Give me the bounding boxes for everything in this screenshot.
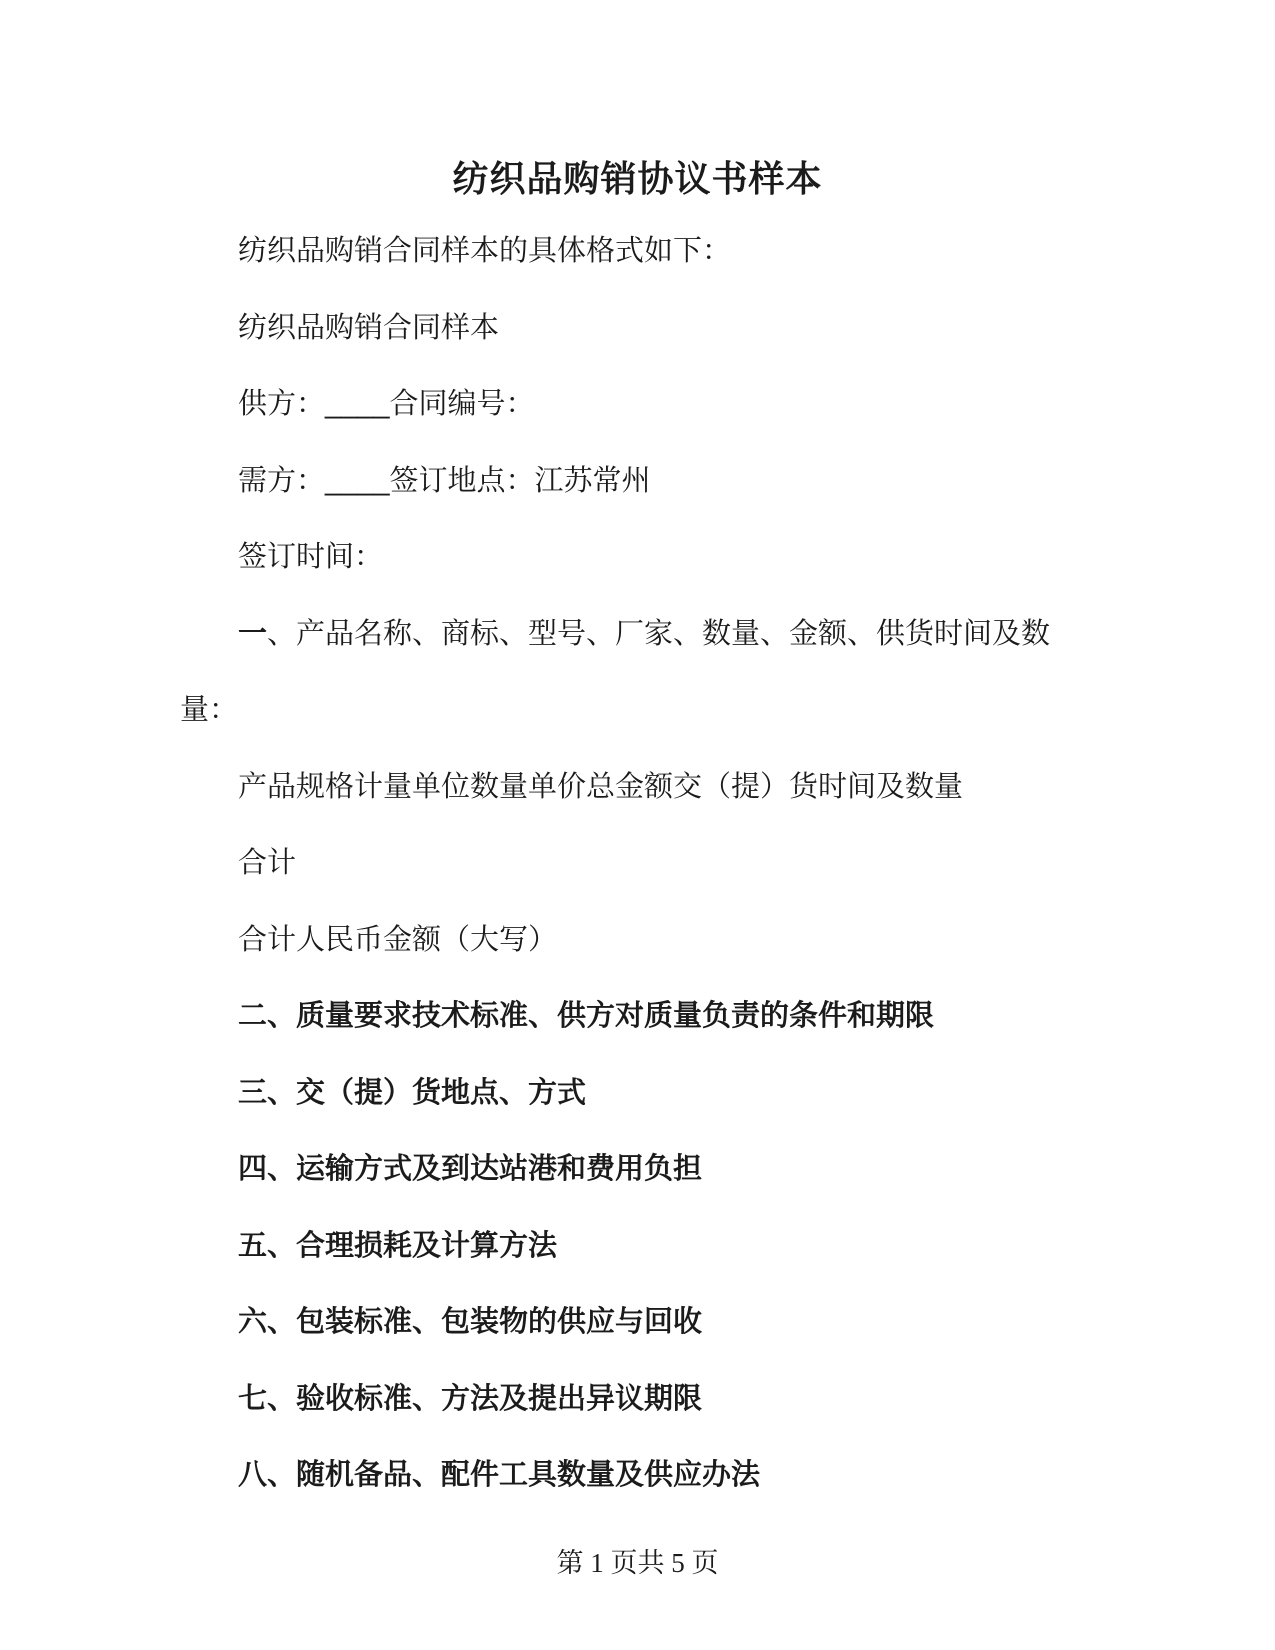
document-line: 产品规格计量单位数量单价总金额交（提）货时间及数量 [238,770,964,803]
document-title: 纺织品购销协议书样本 [452,158,823,199]
document-line: 合计人民币金额（大写） [238,923,558,956]
list-number-prefix: 一 [238,617,268,650]
document-line: 签订时间： [238,541,384,573]
document-line: 六、包装标准、包装物的供应与回收 [238,1306,703,1338]
document-line: 纺织品购销合同样本 [238,311,500,344]
document-line: 纺织品购销合同样本的具体格式如下： [238,235,732,267]
document-line: 五、合理损耗及计算方法 [238,1229,558,1262]
document-line: 三、交（提）货地点、方式 [238,1076,587,1109]
document-line: 合计 [238,847,297,879]
page-number: 第 1 页共 5 页 [556,1548,719,1578]
document-line: 供方：____合同编号： [238,388,535,420]
document-line: 量： [180,694,239,726]
document-line: 七、验收标准、方法及提出异议期限 [238,1382,703,1415]
document-line: 四、运输方式及到达站港和费用负担 [238,1153,703,1185]
document-line: 八、随机备品、配件工具数量及供应办法 [238,1459,761,1491]
document-line: 需方：____签订地点：江苏常州 [238,464,651,497]
document-line: 二、质量要求技术标准、供方对质量负责的条件和期限 [238,1000,935,1032]
document-body [180,213,1140,1514]
document-line: 一、产品名称、商标、型号、厂家、数量、金额、供货时间及数 [238,617,1051,650]
